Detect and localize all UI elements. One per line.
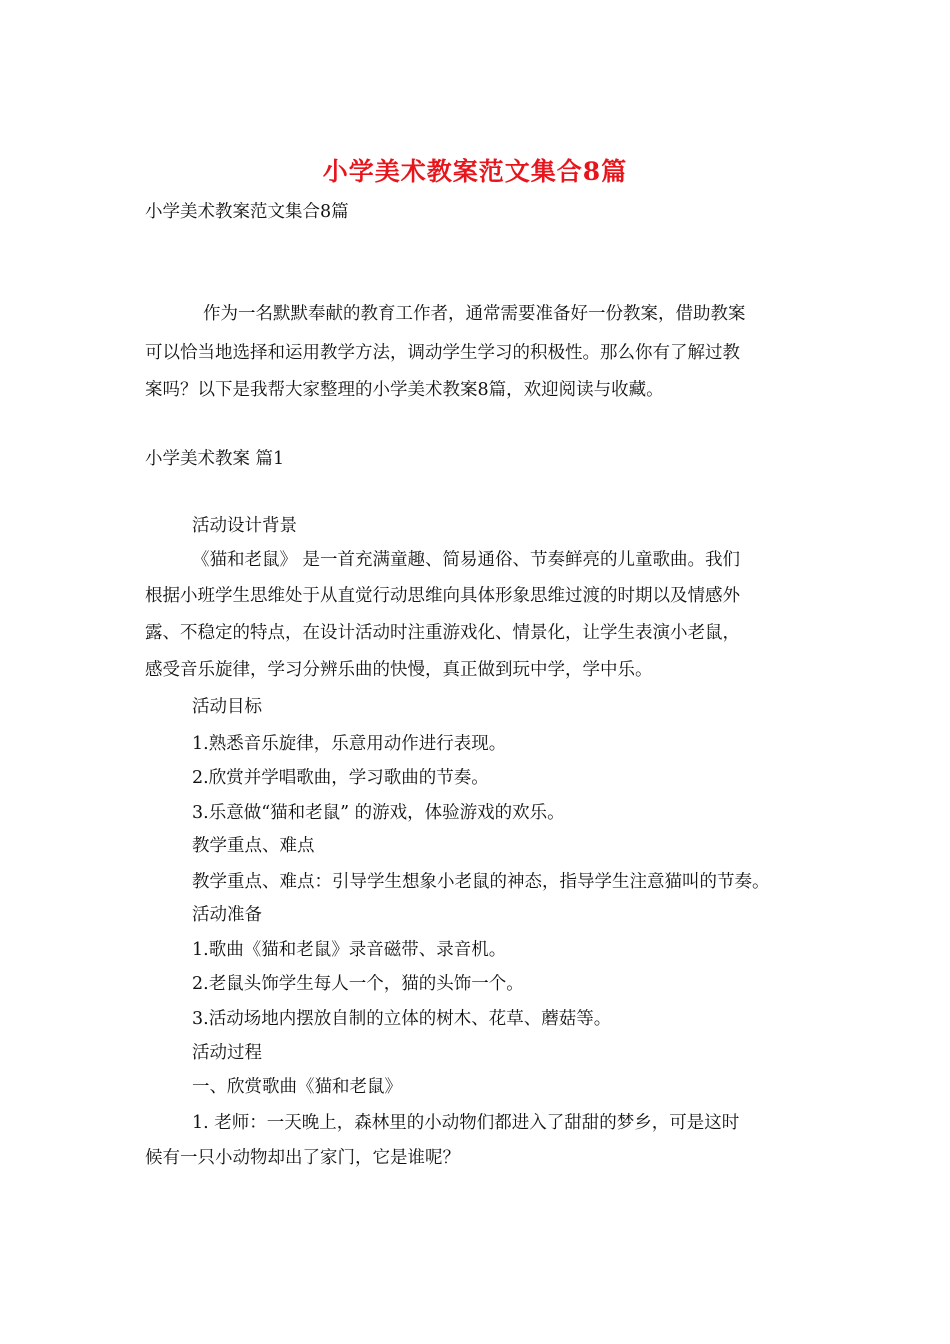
document-subtitle: 小学美术教案范文集合8篇 [145, 202, 349, 222]
paragraph-line: 《猫和老鼠》 是一首充满童趣、简易通俗、节奏鲜亮的儿童歌曲。我们 [192, 550, 741, 570]
list-item: 3.活动场地内摆放自制的立体的树木、花草、蘑菇等。 [192, 1009, 612, 1029]
list-item: 2.老鼠头饰学生每人一个，猫的头饰一个。 [192, 974, 524, 994]
paragraph-line: 一、欣赏歌曲《猫和老鼠》 [192, 1077, 402, 1097]
subheading: 活动目标 [192, 697, 262, 717]
document-title: 小学美术教案范文集合8篇 [322, 157, 628, 186]
list-item: 2.欣赏并学唱歌曲，学习歌曲的节奏。 [192, 768, 489, 788]
paragraph-line: 根据小班学生思维处于从直觉行动思维向具体形象思维过渡的时期以及情感外 [145, 586, 740, 606]
paragraph-line: 教学重点、难点：引导学生想象小老鼠的神态，指导学生注意猫叫的节奏。 [192, 872, 770, 892]
subheading: 教学重点、难点 [192, 836, 315, 856]
subheading: 活动过程 [192, 1043, 262, 1063]
intro-line: 案吗？以下是我帮大家整理的小学美术教案8篇，欢迎阅读与收藏。 [145, 380, 664, 400]
intro-line: 作为一名默默奉献的教育工作者，通常需要准备好一份教案，借助教案 [203, 304, 746, 324]
list-item: 1.熟悉音乐旋律，乐意用动作进行表现。 [192, 734, 507, 754]
intro-line: 可以恰当地选择和运用教学方法，调动学生学习的积极性。那么你有了解过教 [145, 343, 740, 363]
section-heading: 小学美术教案 篇1 [145, 449, 285, 469]
subheading: 活动设计背景 [192, 516, 297, 536]
paragraph-line: 感受音乐旋律，学习分辨乐曲的快慢，真正做到玩中学，学中乐。 [145, 660, 653, 680]
list-item: 3.乐意做“猫和老鼠” 的游戏，体验游戏的欢乐。 [192, 803, 565, 823]
subheading: 活动准备 [192, 905, 262, 925]
paragraph-line: 候有一只小动物却出了家门，它是谁呢？ [145, 1148, 460, 1168]
paragraph-line: 1. 老师：一天晚上，森林里的小动物们都进入了甜甜的梦乡，可是这时 [192, 1113, 740, 1133]
list-item: 1.歌曲《猫和老鼠》录音磁带、录音机。 [192, 940, 507, 960]
paragraph-line: 露、不稳定的特点，在设计活动时注重游戏化、情景化，让学生表演小老鼠， [145, 623, 740, 643]
